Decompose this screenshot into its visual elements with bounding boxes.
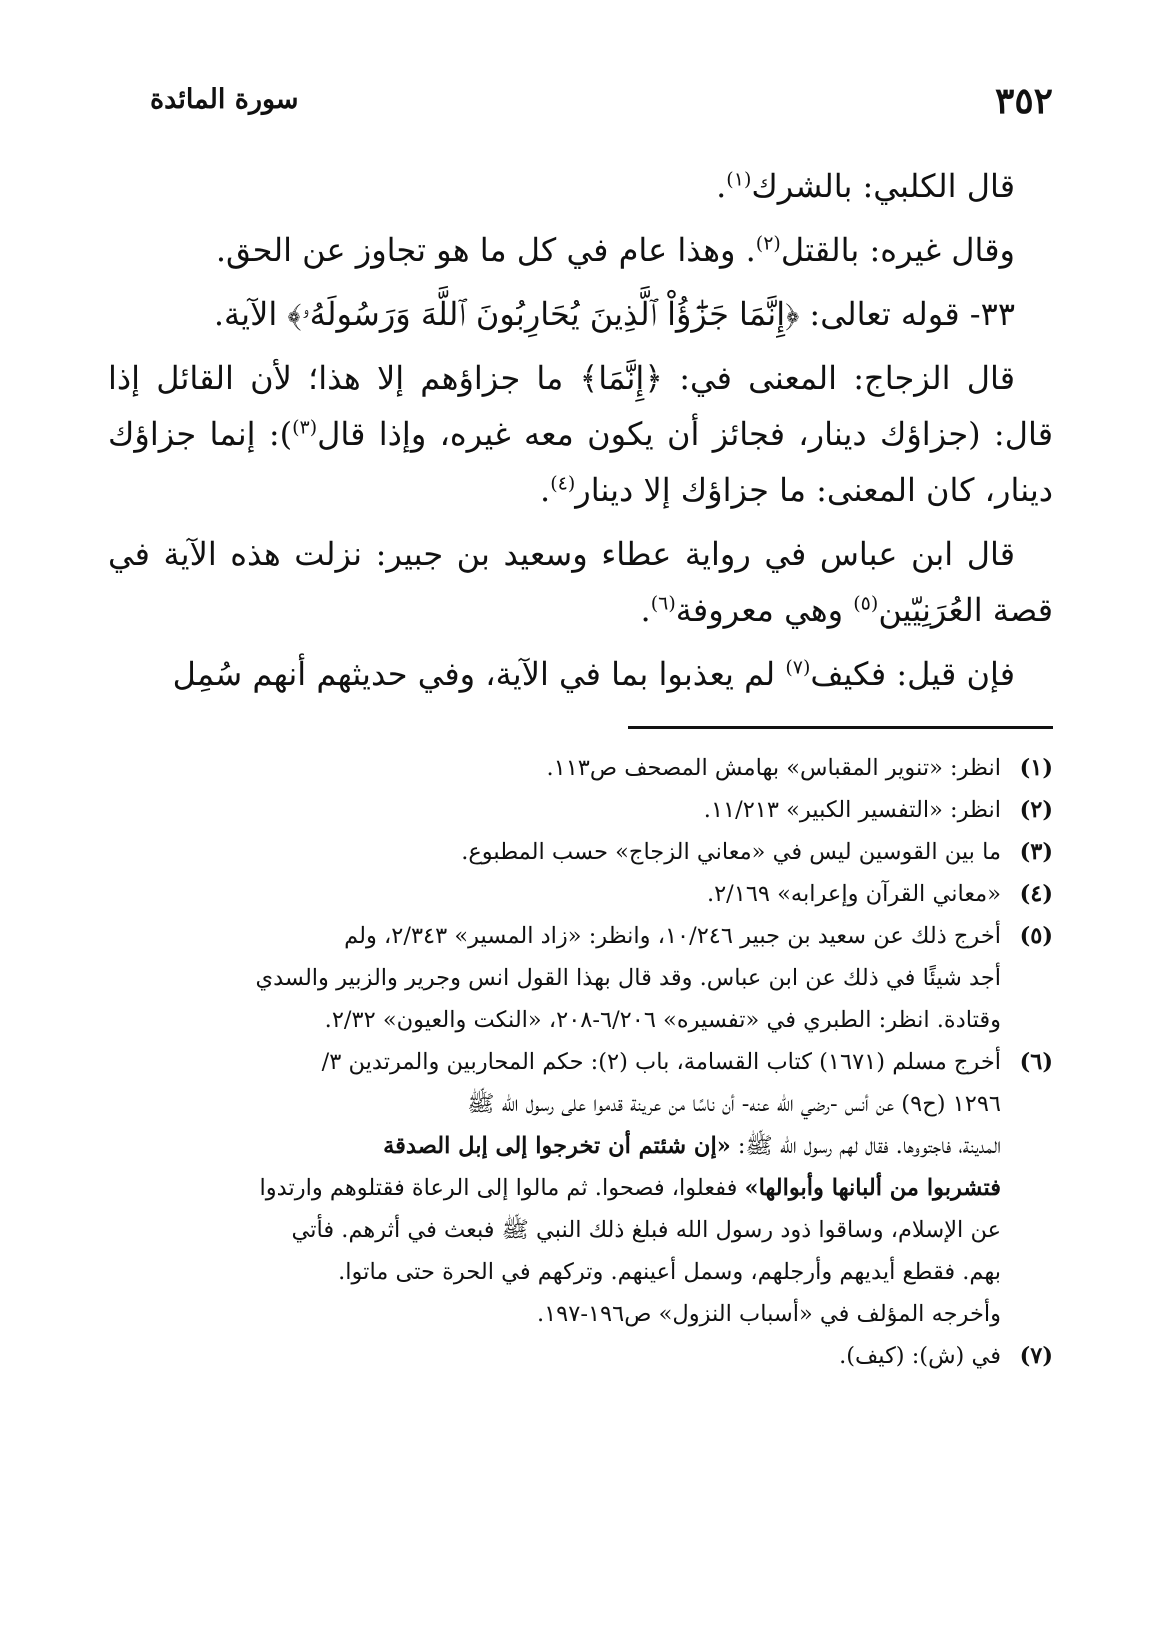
footnotes <box>108 747 1053 1377</box>
footnote-ref: (٢) <box>755 232 781 255</box>
verse-heading: ٣٣- قوله تعالى: ﴿إِنَّمَا جَزَٰٓؤُاْ ٱلَّذِينَ يُحَارِبُونَ ٱللَّهَ وَرَسُولَهُۥ﴾ الآية. <box>213 295 1015 333</box>
footnote-line: وقتادة. انظر: الطبري في «تفسيره» ٦/٢٠٦-٢٠٨، «النكت والعيون» ٢/٣٢. <box>324 1007 1001 1033</box>
paragraph-end: . <box>640 591 651 629</box>
footnote-ref: (١) <box>726 168 752 191</box>
footnote-line: «معاني القرآن وإعرابه» ٢/١٦٩. <box>706 881 1001 907</box>
paragraph-text: ): إنما جزاؤك دينار، كان المعنى: ما جزاؤك إلا دينار <box>108 415 1053 509</box>
paragraph-text: قال الكلبي: بالشرك <box>751 167 1015 205</box>
footnote-line: بهم. فقطع أيديهم وأرجلهم، وسمل أعينهم. وتركهم في الحرة حتى ماتوا. <box>338 1259 1001 1285</box>
footnote-line <box>108 1167 1001 1209</box>
paragraph-text: فإن قيل: فكيف <box>810 655 1015 693</box>
footnote-line: أخرج ذلك عن سعيد بن جبير ١٠/٢٤٦، وانظر: «زاد المسير» ٢/٣٤٣، ولم <box>344 923 1001 949</box>
footnote-number: (٥) <box>1019 923 1053 949</box>
footnote-line: ١٢٩٦ (ح٩) عن أنس -رضي الله عنه- أن ناسًا من عرينة قدموا على رسول الله ﷺ <box>467 1091 1001 1117</box>
footnote-line: عن الإسلام، وساقوا ذود رسول الله فبلغ ذلك النبي ﷺ فبعث في أثرهم. فأتي <box>291 1217 1001 1243</box>
footnote-5 <box>108 915 1053 1041</box>
paragraph-kalbi <box>108 158 1053 214</box>
footnote-separator <box>628 726 1053 729</box>
footnote-line: انظر: «تنوير المقباس» بهامش المصحف ص١١٣. <box>546 755 1001 781</box>
footnote-text <box>108 831 1001 873</box>
paragraph-text: . وهذا عام في كل ما هو تجاوز عن الحق. <box>215 231 756 269</box>
footnote-6 <box>108 1041 1053 1335</box>
footnote-text <box>108 1335 1001 1377</box>
paragraph-zajjaj <box>108 350 1053 518</box>
paragraph-verse-33 <box>108 286 1053 342</box>
footnote-line: وأخرجه المؤلف في «أسباب النزول» ص١٩٦-١٩٧. <box>536 1301 1001 1327</box>
footnote-ref: (٤) <box>550 472 576 495</box>
footnote-line: أخرج مسلم (١٦٧١) كتاب القسامة، باب (٢): حكم المحاربين والمرتدين ٣/ <box>321 1049 1001 1075</box>
footnote-number: (٤) <box>1019 881 1053 907</box>
footnote-7 <box>108 1335 1053 1377</box>
footnote-2 <box>108 789 1053 831</box>
footnote-4 <box>108 873 1053 915</box>
footnote-number: (١) <box>1019 755 1053 781</box>
footnote-ref: (٦) <box>650 592 676 615</box>
book-page <box>108 70 1053 1630</box>
main-text <box>108 158 1053 702</box>
running-title: سورة المائدة <box>150 84 299 115</box>
paragraph-end: . <box>716 167 727 205</box>
footnote-line: في (ش): (كيف). <box>839 1343 1001 1369</box>
hadith-quote: فتشربوا من ألبانها وأبوالها» <box>744 1175 1001 1201</box>
footnote-line: انظر: «التفسير الكبير» ١١/٢١٣. <box>703 797 1001 823</box>
paragraph-ibn-abbas <box>108 526 1053 638</box>
paragraph-end: . <box>540 471 551 509</box>
page-header <box>108 70 1053 142</box>
paragraph-text: وقال غيره: بالقتل <box>780 231 1015 269</box>
paragraph-ghayruh <box>108 222 1053 278</box>
footnote-line <box>108 1125 1001 1167</box>
paragraph-text: قال ابن عباس في رواية عطاء وسعيد بن جبير: نزلت هذه الآية في قصة العُرَنِيّين <box>108 535 1053 629</box>
footnote-ref: (٣) <box>292 416 318 439</box>
footnote-line: ما بين القوسين ليس في «معاني الزجاج» حسب المطبوع. <box>461 839 1001 865</box>
footnote-number: (٢) <box>1019 797 1053 823</box>
paragraph-question <box>108 646 1053 702</box>
footnote-text <box>108 747 1001 789</box>
footnote-text <box>108 789 1001 831</box>
footnote-3 <box>108 831 1053 873</box>
footnote-line-part: المدينة، فاجتووها. فقال لهم رسول الله ﷺ: <box>730 1133 1001 1159</box>
footnote-number: (٣) <box>1019 839 1053 865</box>
footnote-ref: (٥) <box>853 592 879 615</box>
paragraph-text: لم يعذبوا بما في الآية، وفي حديثهم أنهم سُمِل <box>172 655 786 693</box>
footnote-number: (٧) <box>1019 1343 1053 1369</box>
footnote-ref: (٧) <box>785 656 811 679</box>
footnote-text <box>108 915 1001 1041</box>
footnote-text <box>108 873 1001 915</box>
paragraph-text: قال الزجاج: المعنى في: ﴿إِنَّمَا﴾ ما جزاؤهم إلا هذا؛ لأن القائل إذا قال: (جزاؤك دينار، فجائز أن يكون معه غيره، وإذا قال <box>108 359 1054 453</box>
footnote-text <box>108 1041 1001 1335</box>
hadith-quote: «إن شئتم أن تخرجوا إلى إبل الصدقة <box>383 1133 731 1159</box>
page-number: ٣٥٢ <box>994 80 1053 122</box>
paragraph-text: وهي معروفة <box>675 591 854 629</box>
footnote-line: أجد شيئًا في ذلك عن ابن عباس. وقد قال بهذا القول انس وجرير والزبير والسدي <box>255 965 1001 991</box>
footnote-1 <box>108 747 1053 789</box>
footnote-line-part: ففعلوا، فصحوا. ثم مالوا إلى الرعاة فقتلوهم وارتدوا <box>259 1175 745 1201</box>
footnote-number: (٦) <box>1019 1049 1053 1075</box>
